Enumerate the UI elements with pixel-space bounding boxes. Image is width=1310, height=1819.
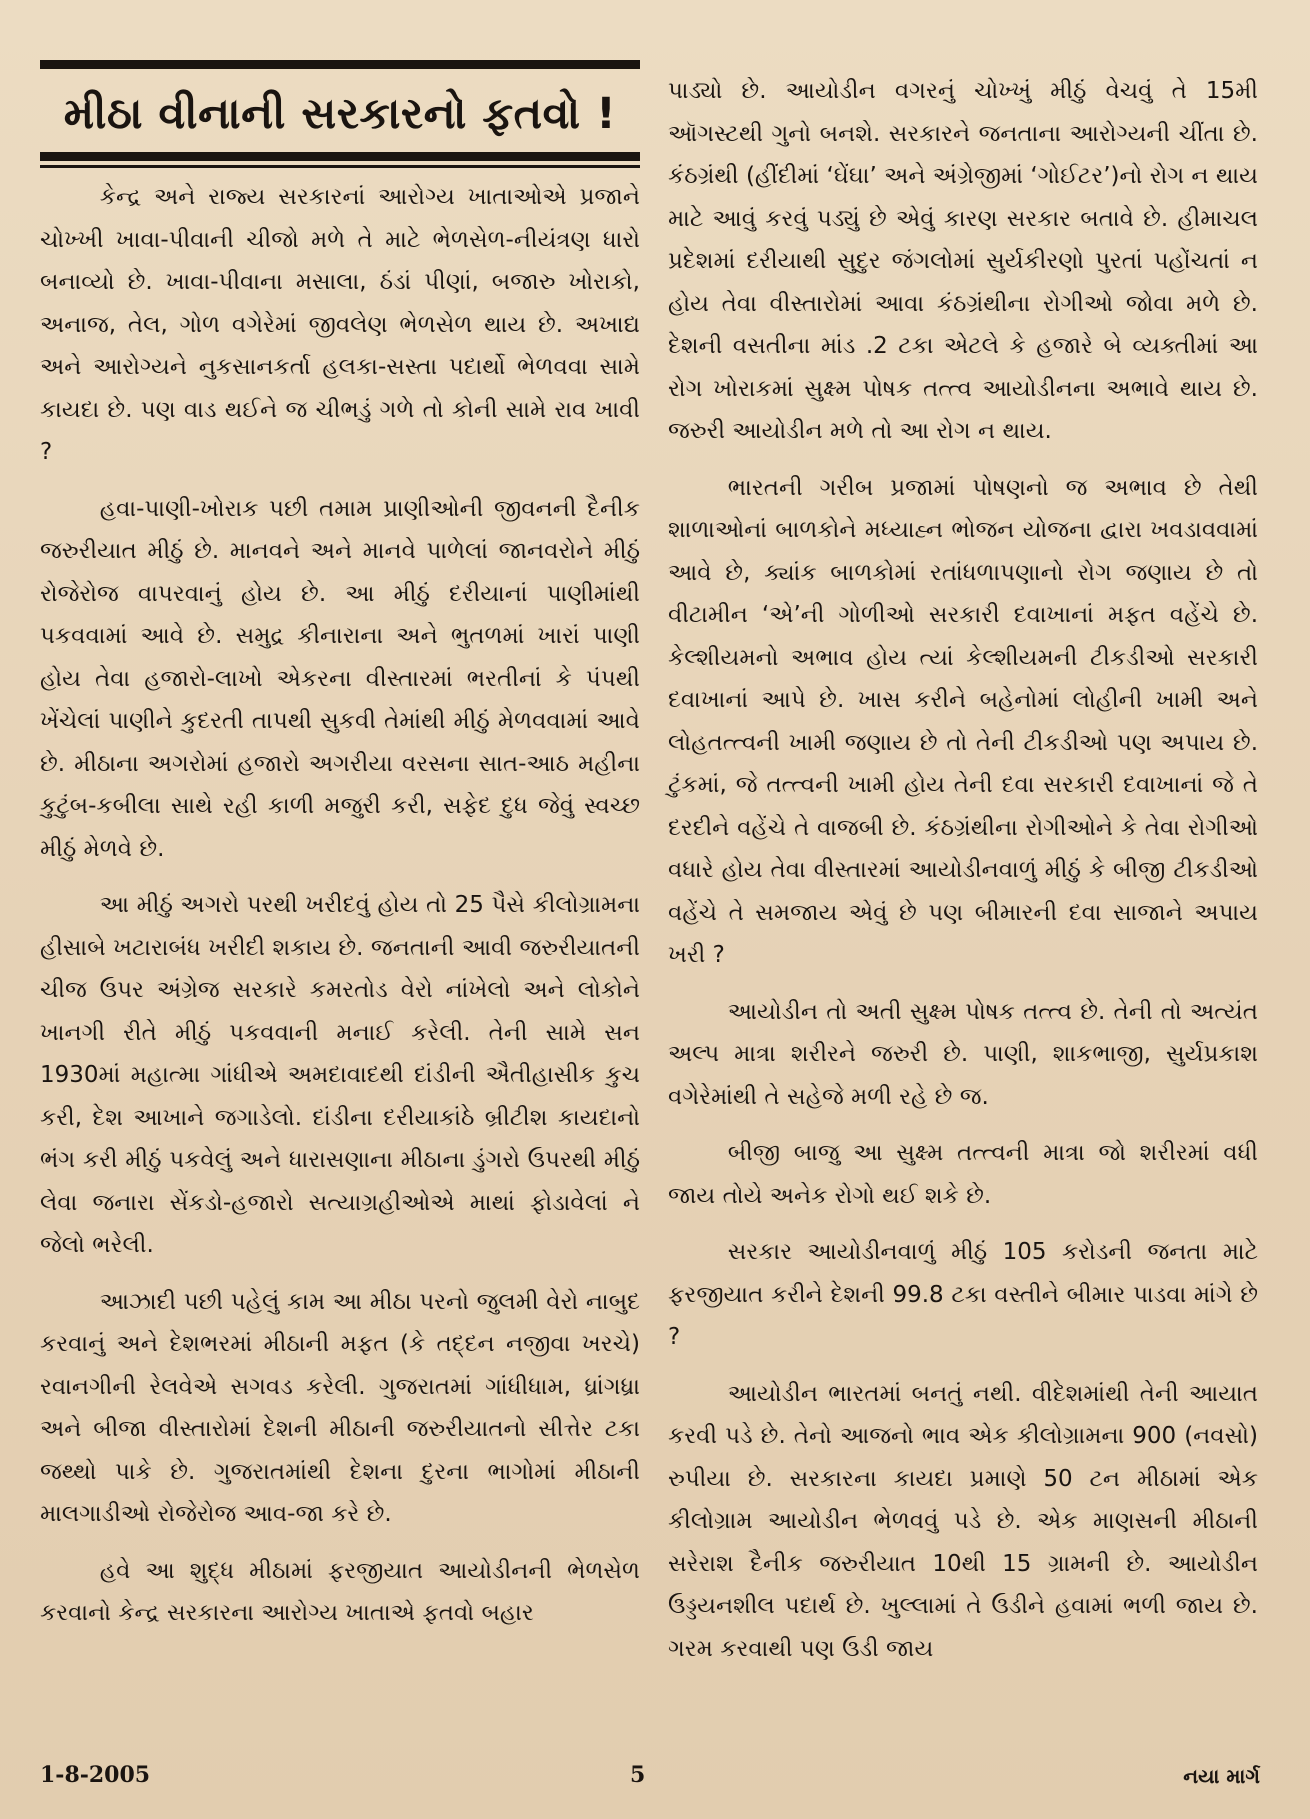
headline-bottom-rule: [40, 152, 640, 161]
page-footer: [40, 1762, 1260, 1792]
paragraph: ભારતની ગરીબ પ્રજામાં પોષણનો જ અભાવ છે તેથી શાળાઓનાં બાળકોને મધ્યાહ્ન ભોજન યોજના દ્વારા ખવડાવવામાં આવે છે, ક્યાંક બાળકોમાં રતાંધળાપણાનો રોગ જણાય છે તો વીટામીન ‘એ’ની ગોળીઓ સરકારી દવાખાનાં મફત વહેંચે છે. કેલ્શીયમનો અભાવ હોય ત્યાં કેલ્શીયમની ટીકડીઓ સરકારી દવાખાનાં આપે છે. ખાસ કરીને બહેનોમાં લોહીની ખામી અને લોહતત્ત્વની ખામી જણાય છે તો તેની ટીકડીઓ પણ અપાય છે. ટુંકમાં, જે તત્ત્વની ખામી હોય તેની દવા સરકારી દવાખાનાં જે તે દરદીને વહેંચે તે વાજબી છે. કંઠગ્રંથીના રોગીઓને કે તેવા રોગીઓ વધારે હોય તેવા વીસ્તારમાં આયોડીનવાળું મીઠું કે બીજી ટીકડીઓ વહેંચે તે સમજાય એવું છે પણ બીમારની દવા સાજાને અપાય ખરી ?: [668, 474, 1258, 968]
paragraph: કેન્દ્ર અને રાજ્ય સરકારનાં આરોગ્ય ખાતાઓએ પ્રજાને ચોખ્ખી ખાવા-પીવાની ચીજો મળે તે માટે ભેળસેળ-નીયંત્રણ ધારો બનાવ્યો છે. ખાવા-પીવાના મસાલા, ઠંડાં પીણાં, બજારુ ખોરાકો, અનાજ, તેલ, ગોળ વગેરેમાં જીવલેણ ભેળસેળ થાય છે. અખાદ્ય અને આરોગ્યને નુકસાનકર્તા હલકા-સસ્તા પદાર્થો ભેળવવા સામે કાયદા છે. પણ વાડ થઈને જ ચીભડું ગળે તો કોની સામે રાવ ખાવી ?: [40, 184, 640, 466]
paragraph: આયોડીન તો અતી સુક્ષ્મ પોષક તત્ત્વ છે. તેની તો અત્યંત અલ્પ માત્રા શરીરને જરુરી છે. પાણી, શાકભાજી, સુર્યપ્રકાશ વગેરેમાંથી તે સહેજે મળી રહે છે જ.: [668, 998, 1258, 1110]
page-number: 5: [630, 1762, 646, 1788]
article-headline: મીઠા વીનાની સરકારનો ફતવો !: [63, 89, 617, 139]
paragraph: આઝાદી પછી પહેલું કામ આ મીઠા પરનો જુલમી વેરો નાબુદ કરવાનું અને દેશભરમાં મીઠાની મફત (કે તદ્દન નજીવા ખરચે) રવાનગીની રેલવેએ સગવડ કરેલી. ગુજરાતમાં ગાંધીધામ, ધ્રાંગધ્રા અને બીજા વીસ્તારોમાં દેશની મીઠાની જરુરીયાતનો સીત્તેર ટકા જથ્થો પાકે છે. ગુજરાતમાંથી દેશના દુરના ભાગોમાં મીઠાની માલગાડીઓ રોજેરોજ આવ-જા કરે છે.: [40, 1288, 640, 1528]
paragraph: સરકાર આયોડીનવાળું મીઠું 105 કરોડની જનતા માટે ફરજીયાત કરીને દેશની 99.8 ટકા વસ્તીને બીમાર પાડવા માંગે છે ?: [668, 1239, 1258, 1350]
paragraph: હવા-પાણી-ખોરાક પછી તમામ પ્રાણીઓની જીવનની દૈનીક જરુરીયાત મીઠું છે. માનવને અને માનવે પાળેલાં જાનવરોને મીઠું રોજેરોજ વાપરવાનું હોય છે. આ મીઠું દરીયાનાં પાણીમાંથી પકવવામાં આવે છે. સમુદ્ર કીનારાના અને ભુતળમાં ખારાં પાણી હોય તેવા હજારો-લાખો એકરના વીસ્તારમાં ભરતીનાં કે પંપથી ખેંચેલાં પાણીને કુદરતી તાપથી સુકવી તેમાંથી મીઠું મેળવવામાં આવે છે. મીઠાના અગરોમાં હજારો અગરીયા વરસના સાત-આઠ મહીના કુટુંબ-કબીલા સાથે રહી કાળી મજુરી કરી, સફેદ દુધ જેવું સ્વચ્છ મીઠું મેળવે છે.: [40, 495, 640, 862]
paragraph: આયોડીન ભારતમાં બનતું નથી. વીદેશમાંથી તેની આયાત કરવી પડે છે. તેનો આજનો ભાવ એક કીલોગ્રામના 900 (નવસો) રુપીયા છે. સરકારના કાયદા પ્રમાણે 50 ટન મીઠામાં એક કીલોગ્રામ આયોડીન ભેળવવું પડે છે. એક માણસની મીઠાની સરેરાશ દૈનીક જરુરીયાત 10થી 15 ગ્રામની છે. આયોડીન ઉડ્ડયનશીલ પદાર્થ છે. ખુલ્લામાં તે ઉડીને હવામાં ભળી જાય છે. ગરમ કરવાથી પણ ઉડી જાય: [668, 1380, 1258, 1662]
left-column-text: [40, 176, 640, 1635]
paragraph: પાડ્યો છે. આયોડીન વગરનું ચોખ્ખું મીઠું વેચવું તે 15મી ઑગસ્ટથી ગુનો બનશે. સરકારને જનતાના આરોગ્યની ચીંતા છે. કંઠગ્રંથી (હીંદીમાં ‘ઘેંઘા’ અને અંગ્રેજીમાં ‘ગોઈટર’)નો રોગ ન થાય માટે આવું કરવું પડ્યું છે એવું કારણ સરકાર બતાવે છે. હીમાચલ પ્રદેશમાં દરીયાથી સુદુર જંગલોમાં સુર્યકીરણો પુરતાં પહોંચતાં ન હોય તેવા વીસ્તારોમાં આવા કંઠગ્રંથીના રોગીઓ જોવા મળે છે. દેશની વસતીના માંડ .2 ટકા એટલે કે હજારે બે વ્યક્તીમાં આ રોગ ખોરાકમાં સુક્ષ્મ પોષક તત્ત્વ આયોડીનના અભાવે થાય છે. જરુરી આયોડીન મળે તો આ રોગ ન થાય.: [668, 78, 1258, 444]
headline-bottom-thin-rule: [40, 165, 640, 168]
issue-date: 1-8-2005: [40, 1762, 151, 1788]
headline-top-rule: [40, 60, 640, 69]
paragraph: હવે આ શુદ્ધ મીઠામાં ફરજીયાત આયોડીનની ભેળસેળ કરવાનો કેન્દ્ર સરકારના આરોગ્ય ખાતાએ ફતવો બહાર: [40, 1557, 640, 1627]
right-column-text: [668, 70, 1258, 1670]
paragraph: આ મીઠું અગરો પરથી ખરીદવું હોય તો 25 પૈસે કીલોગ્રામના હીસાબે ખટારાબંધ ખરીદી શકાય છે. જનતાની આવી જરુરીયાતની ચીજ ઉપર અંગ્રેજ સરકારે કમરતોડ વેરો નાંખેલો અને લોકોને ખાનગી રીતે મીઠું પકવવાની મનાઈ કરેલી. તેની સામે સન 1930માં મહાત્મા ગાંધીએ અમદાવાદથી દાંડીની ઐતીહાસીક કુચ કરી, દેશ આખાને જગાડેલો. દાંડીના દરીયાકાંઠે બ્રીટીશ કાયદાનો ભંગ કરી મીઠું પકવેલું અને ધારાસણાના મીઠાના ડુંગરો ઉપરથી મીઠું લેવા જનારા સેંકડો-હજારો સત્યાગ્રહીઓએ માથાં ફોડાવેલાં ને જેલો ભરેલી.: [40, 892, 640, 1259]
paragraph: બીજી બાજુ આ સુક્ષ્મ તત્ત્વની માત્રા જો શરીરમાં વધી જાય તોયે અનેક રોગો થઈ શકે છે.: [668, 1140, 1258, 1209]
magazine-name: નયા માર્ગ: [1183, 1764, 1260, 1788]
right-column: [668, 70, 1258, 1684]
left-column: [40, 60, 640, 1649]
